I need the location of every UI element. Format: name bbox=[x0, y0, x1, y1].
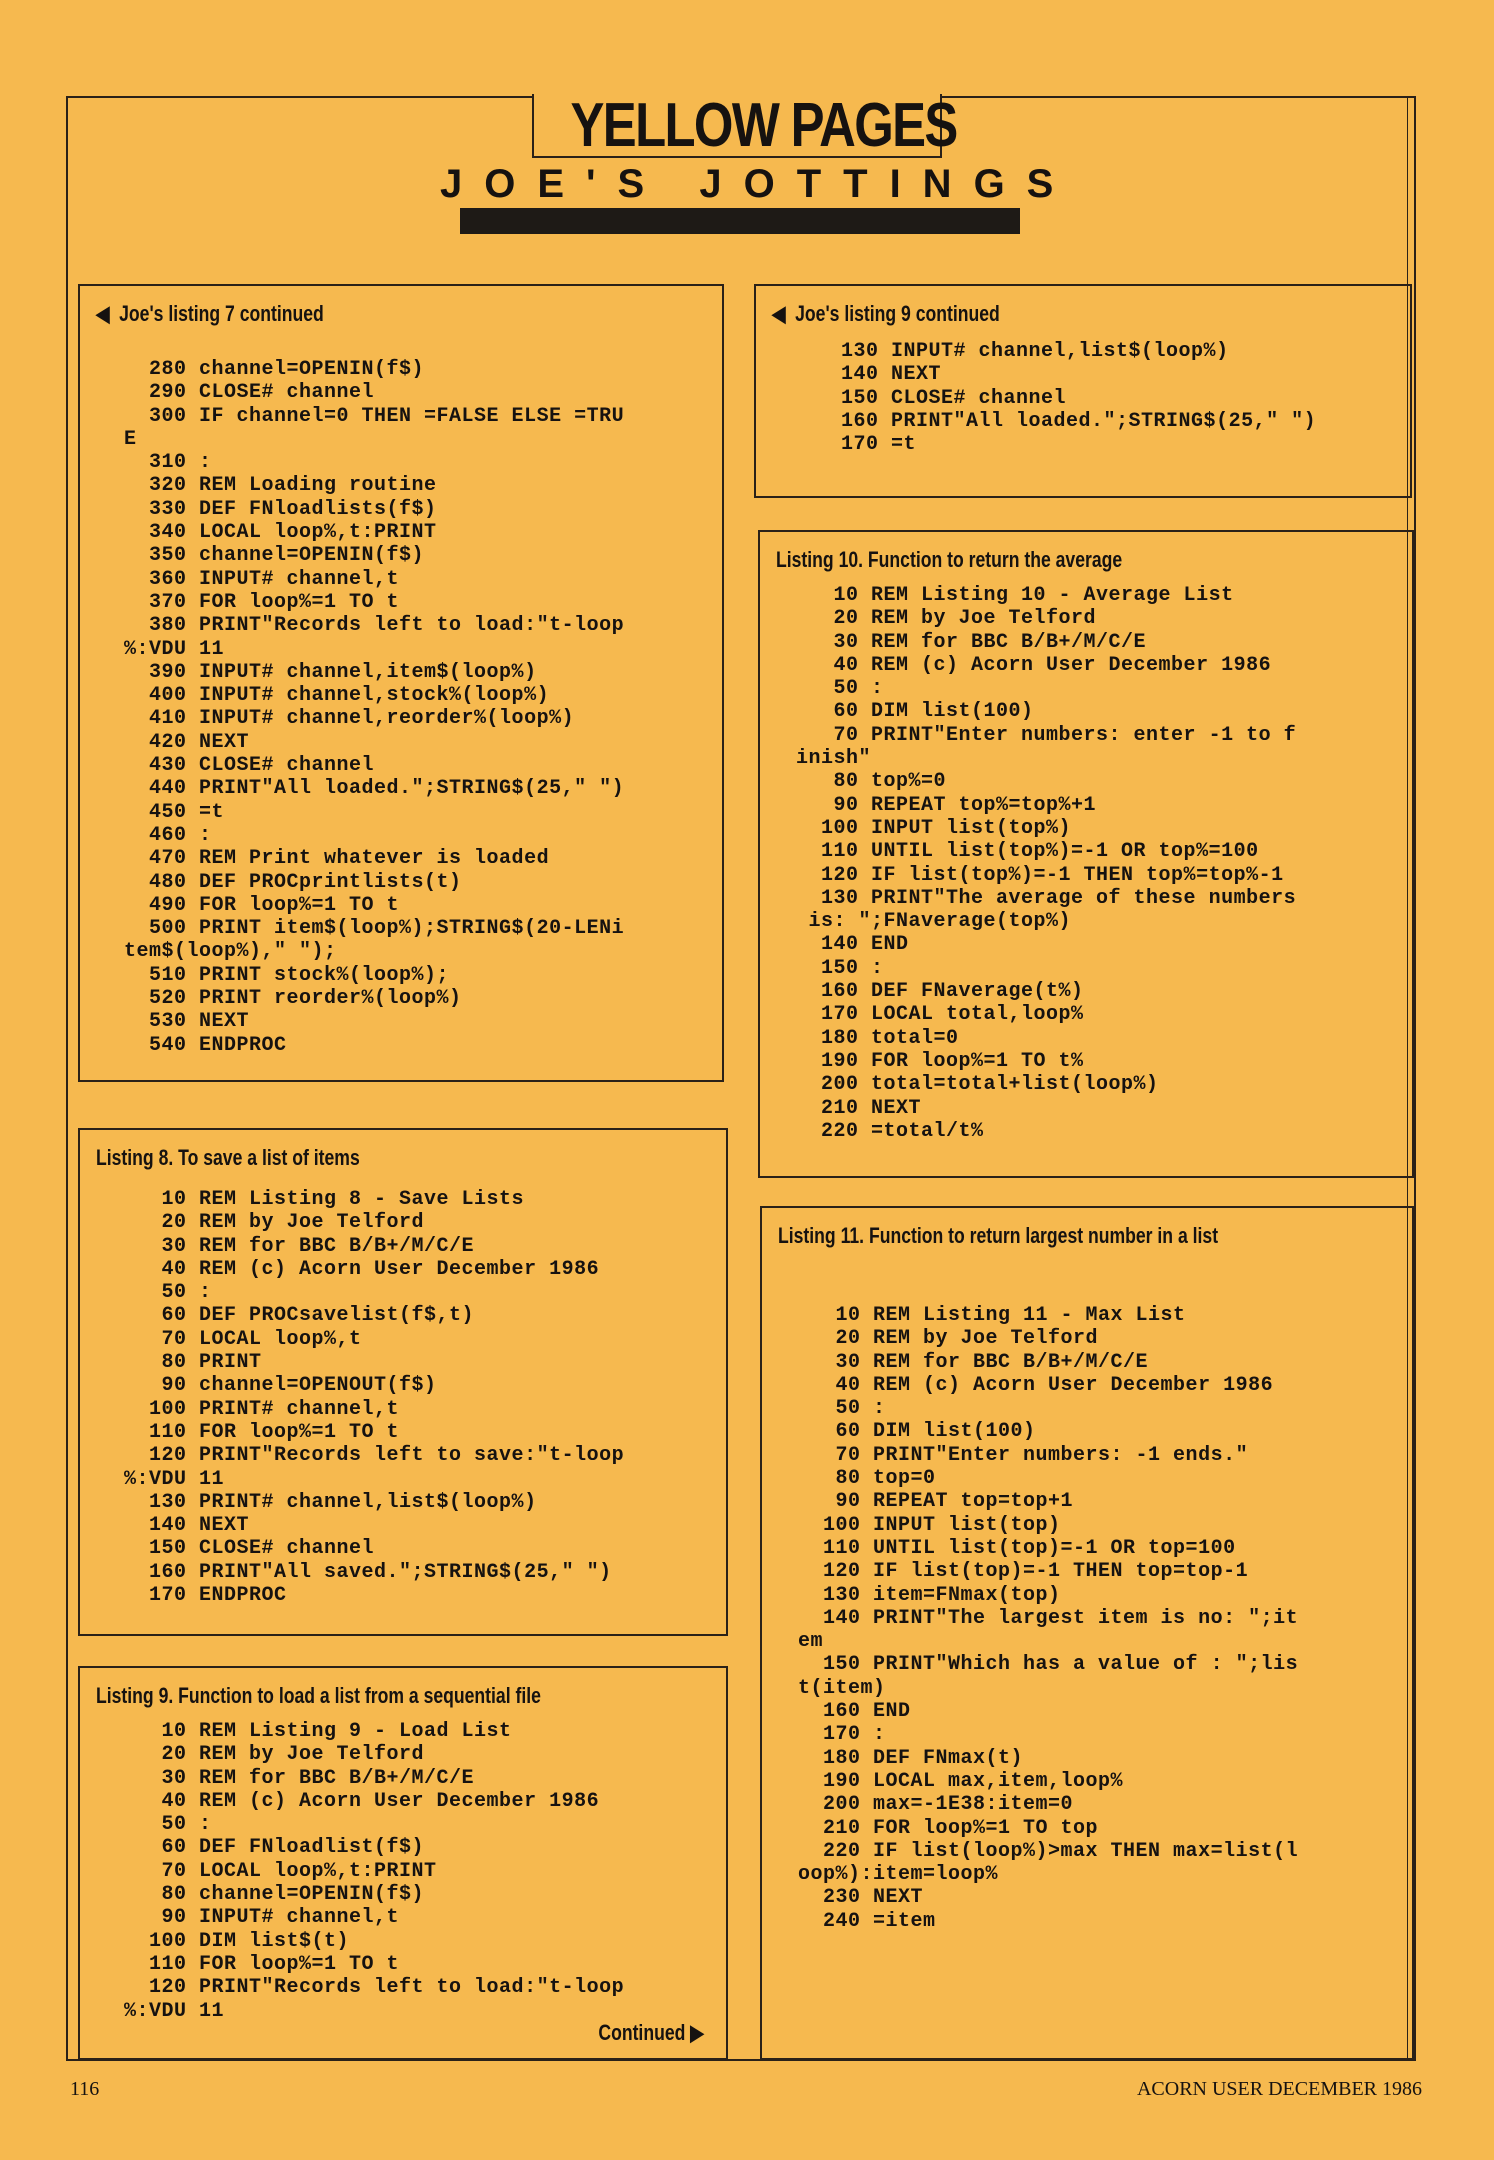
left-arrow-icon: ◀ bbox=[96, 301, 110, 326]
listing-9-code: 10 REM Listing 9 - Load List 20 REM by Joe Telford 30 REM for BBC B/B+/M/C/E 40 REM (c) Acorn User December 1986 50 : 60 DEF FNloadlist(f$) 70 LOCAL loop%,t:PRINT 80 channel=OPENIN(f$) 90 INPUT# channel,t 100 DIM list$(t) 110 FOR loop%=1 TO t 120 PRINT"Records left to load:"t-loop %:VDU 11 bbox=[124, 1720, 625, 2023]
listing-8-code: 10 REM Listing 8 - Save Lists 20 REM by Joe Telford 30 REM for BBC B/B+/M/C/E 40 REM (c) Acorn User December 1986 50 : 60 DEF PROCsavelist(f$,t) 70 LOCAL loop%,t 80 PRINT 90 channel=OPENOUT(f$) 100 PRINT# channel,t 110 FOR loop%=1 TO t 120 PRINT"Records left to save:"t-loop %:VDU 11 130 PRINT# channel,list$(loop%) 140 NEXT 150 CLOSE# channel 160 PRINT"All saved.";STRING$(25," ") 170 ENDPROC bbox=[124, 1188, 625, 1608]
listing-11-title: Listing 11. Function to return largest number in a list bbox=[778, 1223, 1219, 1248]
listing-8-box bbox=[78, 1128, 728, 1636]
listing-10-code: 10 REM Listing 10 - Average List 20 REM by Joe Telford 30 REM for BBC B/B+/M/C/E 40 REM (c) Acorn User December 1986 50 : 60 DIM list(100) 70 PRINT"Enter numbers: enter -1 to f inish" 80 top%=0 90 REPEAT top%=top%+1 100 INPUT list(top%) 110 UNTIL list(top%)=-1 OR top%=100 120 IF list(top%)=-1 THEN top%=top%-1 130 PRINT"The average of these numbers is: ";FNaverage(top%) 140 END 150 : 160 DEF FNaverage(t%) 170 LOCAL total,loop% 180 total=0 190 FOR loop%=1 TO t% 200 total=total+list(loop%) 210 NEXT 220 =total/t% bbox=[796, 584, 1297, 1143]
header-bar bbox=[460, 208, 1020, 234]
listing-7-box bbox=[78, 284, 724, 1082]
masthead-title: YELLOW PAGES bbox=[570, 91, 957, 160]
listing-11-box bbox=[760, 1206, 1414, 2060]
continued-label: Continued ▶ bbox=[598, 2020, 704, 2045]
section-subtitle: JOE'S JOTTINGS bbox=[440, 162, 1076, 206]
page-number: 116 bbox=[70, 2078, 100, 2100]
listing-9-title: Listing 9. Function to load a list from a sequential file bbox=[96, 1683, 541, 1708]
listing-9-continued-title-text: Joe's listing 9 continued bbox=[795, 301, 1000, 326]
listing-9-box bbox=[78, 1666, 728, 2060]
listing-11-code: 10 REM Listing 11 - Max List 20 REM by Joe Telford 30 REM for BBC B/B+/M/C/E 40 REM (c) Acorn User December 1986 50 : 60 DIM list(100) 70 PRINT"Enter numbers: -1 ends." 80 top=0 90 REPEAT top=top+1 100 INPUT list(top) 110 UNTIL list(top)=-1 OR top=100 120 IF list(top)=-1 THEN top=top-1 130 item=FNmax(top) 140 PRINT"The largest item is no: ";it em 150 PRINT"Which has a value of : ";lis t(item) 160 END 170 : 180 DEF FNmax(t) 190 LOCAL max,item,loop% 200 max=-1E38:item=0 210 FOR loop%=1 TO top 220 IF list(loop%)>max THEN max=list(l oop%):item=loop% 230 NEXT 240 =item bbox=[798, 1304, 1299, 1933]
listing-9-continued-box bbox=[754, 284, 1412, 498]
masthead bbox=[532, 91, 957, 160]
left-arrow-icon: ◀ bbox=[772, 301, 786, 326]
listing-10-title: Listing 10. Function to return the average bbox=[776, 547, 1123, 572]
publication-footer: ACORN USER DECEMBER 1986 bbox=[1136, 2078, 1422, 2100]
listing-9-continued-title bbox=[772, 300, 1000, 328]
listing-7-code: 280 channel=OPENIN(f$) 290 CLOSE# channel 300 IF channel=0 THEN =FALSE ELSE =TRU E 310 : 320 REM Loading routine 330 DEF FNloadlists(f$) 340 LOCAL loop%,t:PRINT 350 channel=OPENIN(f$) 360 INPUT# channel,t 370 FOR loop%=1 TO t 380 PRINT"Records left to load:"t-loop %:VDU 11 390 INPUT# channel,item$(loop%) 400 INPUT# channel,stock%(loop%) 410 INPUT# channel,reorder%(loop%) 420 NEXT 430 CLOSE# channel 440 PRINT"All loaded.";STRING$(25," ") 450 =t 460 : 470 REM Print whatever is loaded 480 DEF PROCprintlists(t) 490 FOR loop%=1 TO t 500 PRINT item$(loop%);STRING$(20-LENi tem$(loop%)," "); 510 PRINT stock%(loop%); 520 PRINT reorder%(loop%) 530 NEXT 540 ENDPROC bbox=[124, 358, 625, 1057]
listing-7-title bbox=[96, 300, 324, 328]
listing-7-title-text: Joe's listing 7 continued bbox=[119, 301, 324, 326]
listing-10-box bbox=[758, 530, 1414, 1178]
listing-8-title: Listing 8. To save a list of items bbox=[96, 1145, 360, 1170]
listing-9-continued-code: 130 INPUT# channel,list$(loop%) 140 NEXT 150 CLOSE# channel 160 PRINT"All loaded.";STRING$(25," ") 170 =t bbox=[841, 340, 1317, 457]
